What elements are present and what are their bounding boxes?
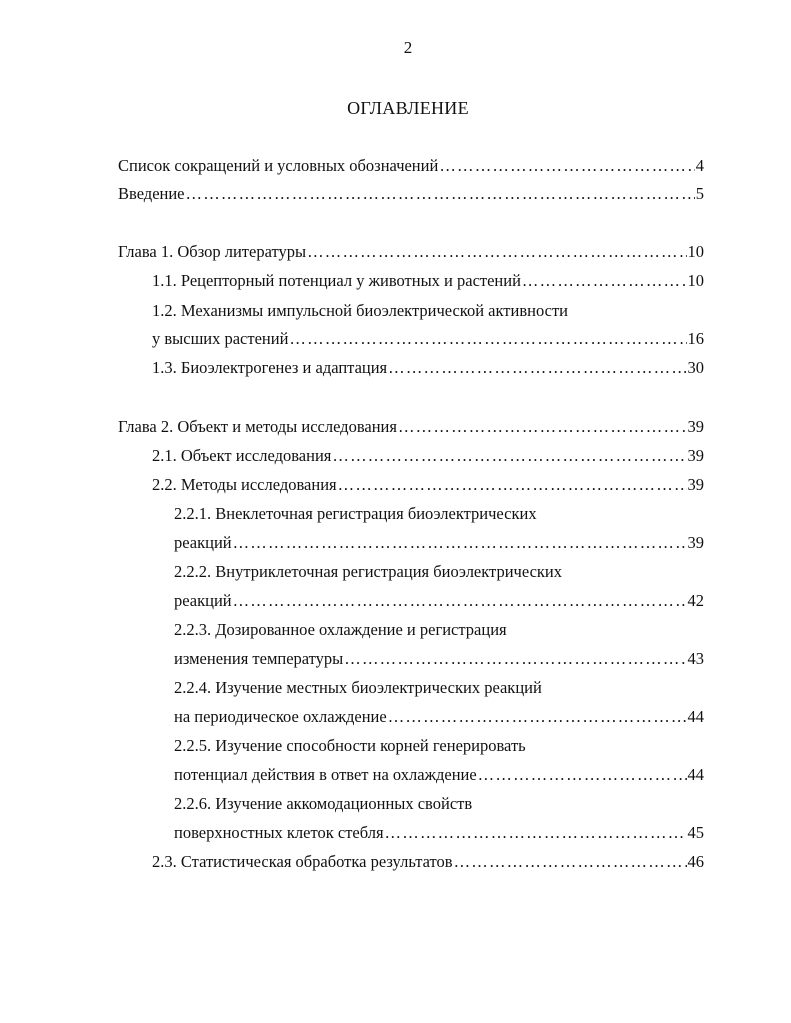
dot-leader: [344, 648, 686, 670]
toc-entry-text: 1.2. Механизмы импульсной биоэлектрической активности: [152, 301, 568, 320]
toc-entry: [118, 241, 704, 263]
toc-entry: [118, 155, 704, 177]
toc-entry-page: 43: [687, 649, 704, 668]
toc-entry-text: Глава 1. Обзор литературы: [118, 242, 307, 261]
dot-leader: [385, 822, 687, 844]
toc-entry-text-continued: на периодическое охлаждение: [174, 707, 387, 726]
toc-entry-page: 30: [687, 358, 704, 377]
toc-title: ОГЛАВЛЕНИЕ: [347, 98, 469, 118]
toc-entry-page: 10: [687, 271, 704, 290]
toc-entry-page: 16: [687, 329, 704, 348]
toc-entry-text: 2.2.1. Внеклеточная регистрация биоэлектрических: [174, 504, 537, 523]
toc-entry-page: 10: [687, 242, 704, 261]
toc-entry-page: 46: [687, 852, 704, 871]
toc-entry-text-continued: потенциал действия в ответ на охлаждение: [174, 765, 477, 784]
toc-entry-text-continued: изменения температуры: [174, 649, 344, 668]
dot-leader: [522, 270, 687, 292]
page-number: 2: [403, 38, 413, 57]
dot-leader: [233, 590, 687, 612]
toc-entry: [174, 648, 704, 670]
toc-entry: [174, 764, 704, 786]
toc-entry-page: 42: [687, 591, 704, 610]
toc-entry-text: 2.3. Статистическая обработка результатов: [152, 852, 453, 871]
toc-entry-text-continued: поверхностных клеток стебля: [174, 823, 384, 842]
toc-entry: [152, 270, 704, 292]
toc-entry: [152, 328, 704, 350]
toc-entry-page: 44: [687, 765, 704, 784]
toc-entry-page: 39: [687, 417, 704, 436]
toc-entry-text: 2.1. Объект исследования: [152, 446, 332, 465]
toc-entry-text: Список сокращений и условных обозначений: [118, 156, 439, 175]
toc-entry-text: 1.3. Биоэлектрогенез и адаптация: [152, 358, 388, 377]
dot-leader: [388, 706, 687, 728]
toc-entry: [152, 474, 704, 496]
toc-entry: [174, 590, 704, 612]
toc-entry-page: 45: [687, 823, 704, 842]
dot-leader: [478, 764, 687, 786]
toc-entry: [152, 851, 704, 873]
toc-entry-page: 39: [687, 446, 704, 465]
dot-leader: [439, 155, 694, 177]
dot-leader: [388, 357, 686, 379]
toc-entry: [152, 357, 704, 379]
toc-entry-text: 2.2.6. Изучение аккомодационных свойств: [174, 794, 473, 813]
dot-leader: [289, 328, 686, 350]
toc-entry-text: 2.2.2. Внутриклеточная регистрация биоэлектрических: [174, 562, 562, 581]
dot-leader: [307, 241, 686, 263]
toc-entry-text: 1.1. Рецепторный потенциал у животных и растений: [152, 271, 521, 290]
toc-entry-text: 2.2.3. Дозированное охлаждение и регистрация: [174, 620, 507, 639]
toc-entry-page: 4: [695, 156, 704, 175]
toc-entry: [174, 532, 704, 554]
toc-entry: [118, 183, 704, 205]
toc-entry-text: Введение: [118, 184, 185, 203]
toc-entry-page: 5: [695, 184, 704, 203]
dot-leader: [332, 445, 686, 467]
toc-entry: [174, 706, 704, 728]
toc-entry-page: 39: [687, 475, 704, 494]
dot-leader: [233, 532, 687, 554]
dot-leader: [454, 851, 687, 873]
toc-entry-text: 2.2.4. Изучение местных биоэлектрических реакций: [174, 678, 542, 697]
toc-entry-text-continued: реакций: [174, 533, 232, 552]
toc-entry-text-continued: у высших растений: [152, 329, 289, 348]
toc-entry: [174, 822, 704, 844]
toc-entry-page: 44: [687, 707, 704, 726]
toc-entry: [118, 416, 704, 438]
toc-entry-text: 2.2.5. Изучение способности корней генерировать: [174, 736, 526, 755]
toc-entry-text: Глава 2. Объект и методы исследования: [118, 417, 397, 436]
toc-entry-text-continued: реакций: [174, 591, 232, 610]
toc-entry: [152, 445, 704, 467]
toc-entry-text: 2.2. Методы исследования: [152, 475, 337, 494]
dot-leader: [398, 416, 687, 438]
dot-leader: [186, 183, 695, 205]
toc-entry-page: 39: [687, 533, 704, 552]
dot-leader: [338, 474, 687, 496]
